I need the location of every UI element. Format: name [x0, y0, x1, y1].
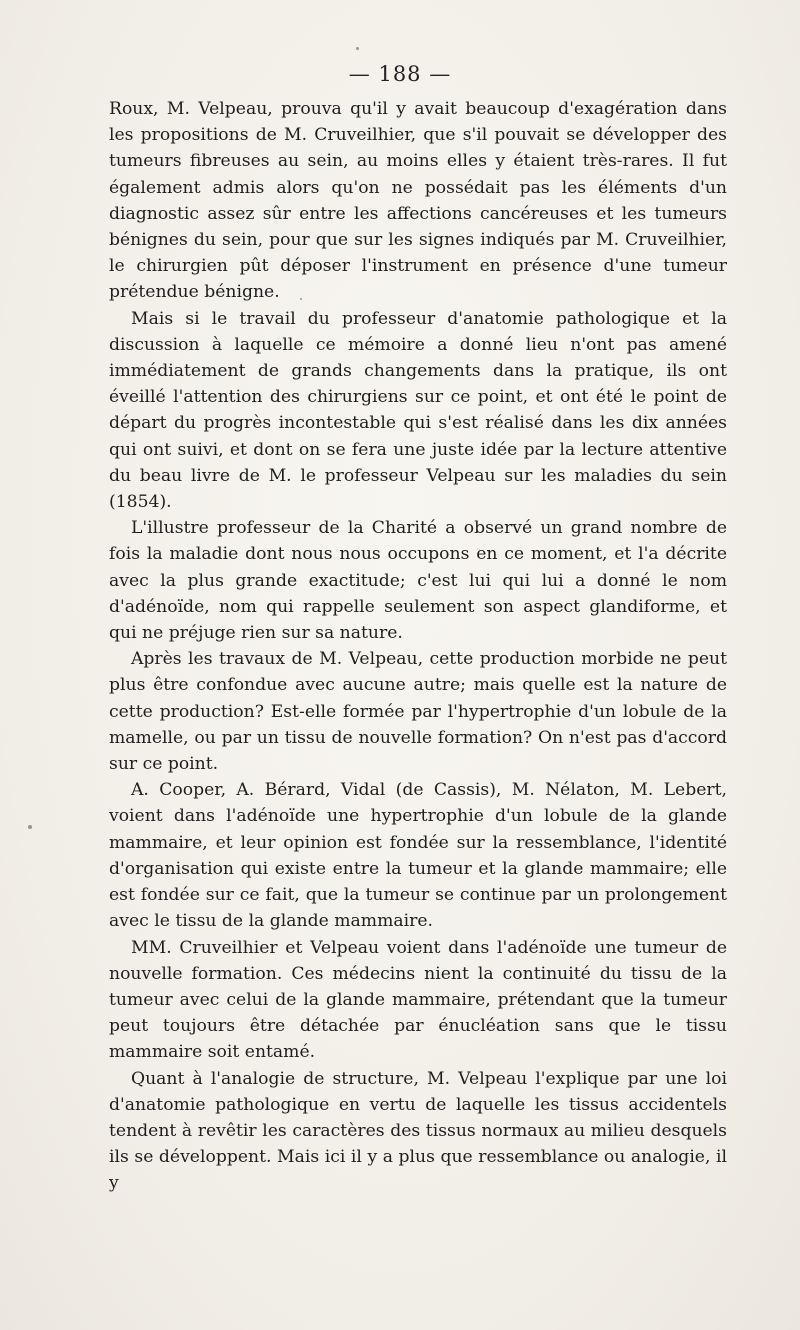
paper-speck	[356, 47, 359, 50]
page-number: — 188 —	[348, 62, 452, 86]
paragraph: Roux, M. Velpeau, prouva qu'il y avait beaucoup d'exagération dans les propositions de M. Cruveilhier, que s'il pouvait se développer des tumeurs fibreuses au sein, au moins elles y étaient très-rares. Il fut également admis alors qu'on ne possédait pas les éléments d'un diagnostic assez sûr entre les affections cancéreuses et les tumeurs bénignes du sein, pour que sur les signes indiqués par M. Cruveilhier, le chirurgien pût déposer l'instrument en présence d'une tumeur prétendue bénigne.	[109, 99, 727, 303]
paragraph: A. Cooper, A. Bérard, Vidal (de Cassis), M. Nélaton, M. Lebert, voient dans l'adénoïde une hypertrophie d'un lobule de la glande mammaire, et leur opinion est fondée sur la ressemblance, l'identité d'organisation qui existe entre la tumeur et la glande mammaire; elle est fondée sur ce fait, que la tumeur se continue par un prolongement avec le tissu de la glande mammaire.	[109, 780, 727, 932]
paragraph: Quant à l'analogie de structure, M. Velpeau l'explique par une loi d'anatomie pathologique en vertu de laquelle les tissus accidentels tendent à revêtir les caractères des tissus normaux au milieu desquels ils se développent. Mais ici il y a plus que ressemblance ou analogie, il y	[109, 1068, 727, 1194]
paragraph: MM. Cruveilhier et Velpeau voient dans l'adénoïde une tumeur de nouvelle formation. Ces médecins nient la continuité du tissu de la tumeur avec celui de la glande mammaire, prétendant que la tumeur peut toujours être détachée par énucléation sans que le tissu mammaire soit entamé.	[109, 937, 727, 1063]
paragraph: L'illustre professeur de la Charité a observé un grand nombre de fois la maladie dont nous nous occupons en ce moment, et l'a décrite avec la plus grande exactitude; c'est lui qui lui a donné le nom d'adénoïde, nom qui rappelle seulement son aspect glandiforme, et qui ne préjuge rien sur sa nature.	[109, 518, 727, 644]
paragraph: Après les travaux de M. Velpeau, cette production morbide ne peut plus être confondue avec aucune autre; mais quelle est la nature de cette production? Est-elle formée par l'hypertrophie d'un lobule de la mamelle, ou par un tissu de nouvelle formation? On n'est pas d'accord sur ce point.	[109, 649, 727, 775]
paper-speck	[28, 825, 32, 829]
paragraph: Mais si le travail du professeur d'anatomie pathologique et la discussion à laquelle ce mémoire a donné lieu n'ont pas amené immédiatement de grands changements dans la pratique, ils ont éveillé l'attention des chirurgiens sur ce point, et ont été le point de départ du progrès incontestable qui s'est réalisé dans les dix années qui ont suivi, et dont on se fera une juste idée par la lecture attentive du beau livre de M. le professeur Velpeau sur les maladies du sein (1854).	[109, 308, 727, 513]
body-text	[109, 96, 727, 1197]
